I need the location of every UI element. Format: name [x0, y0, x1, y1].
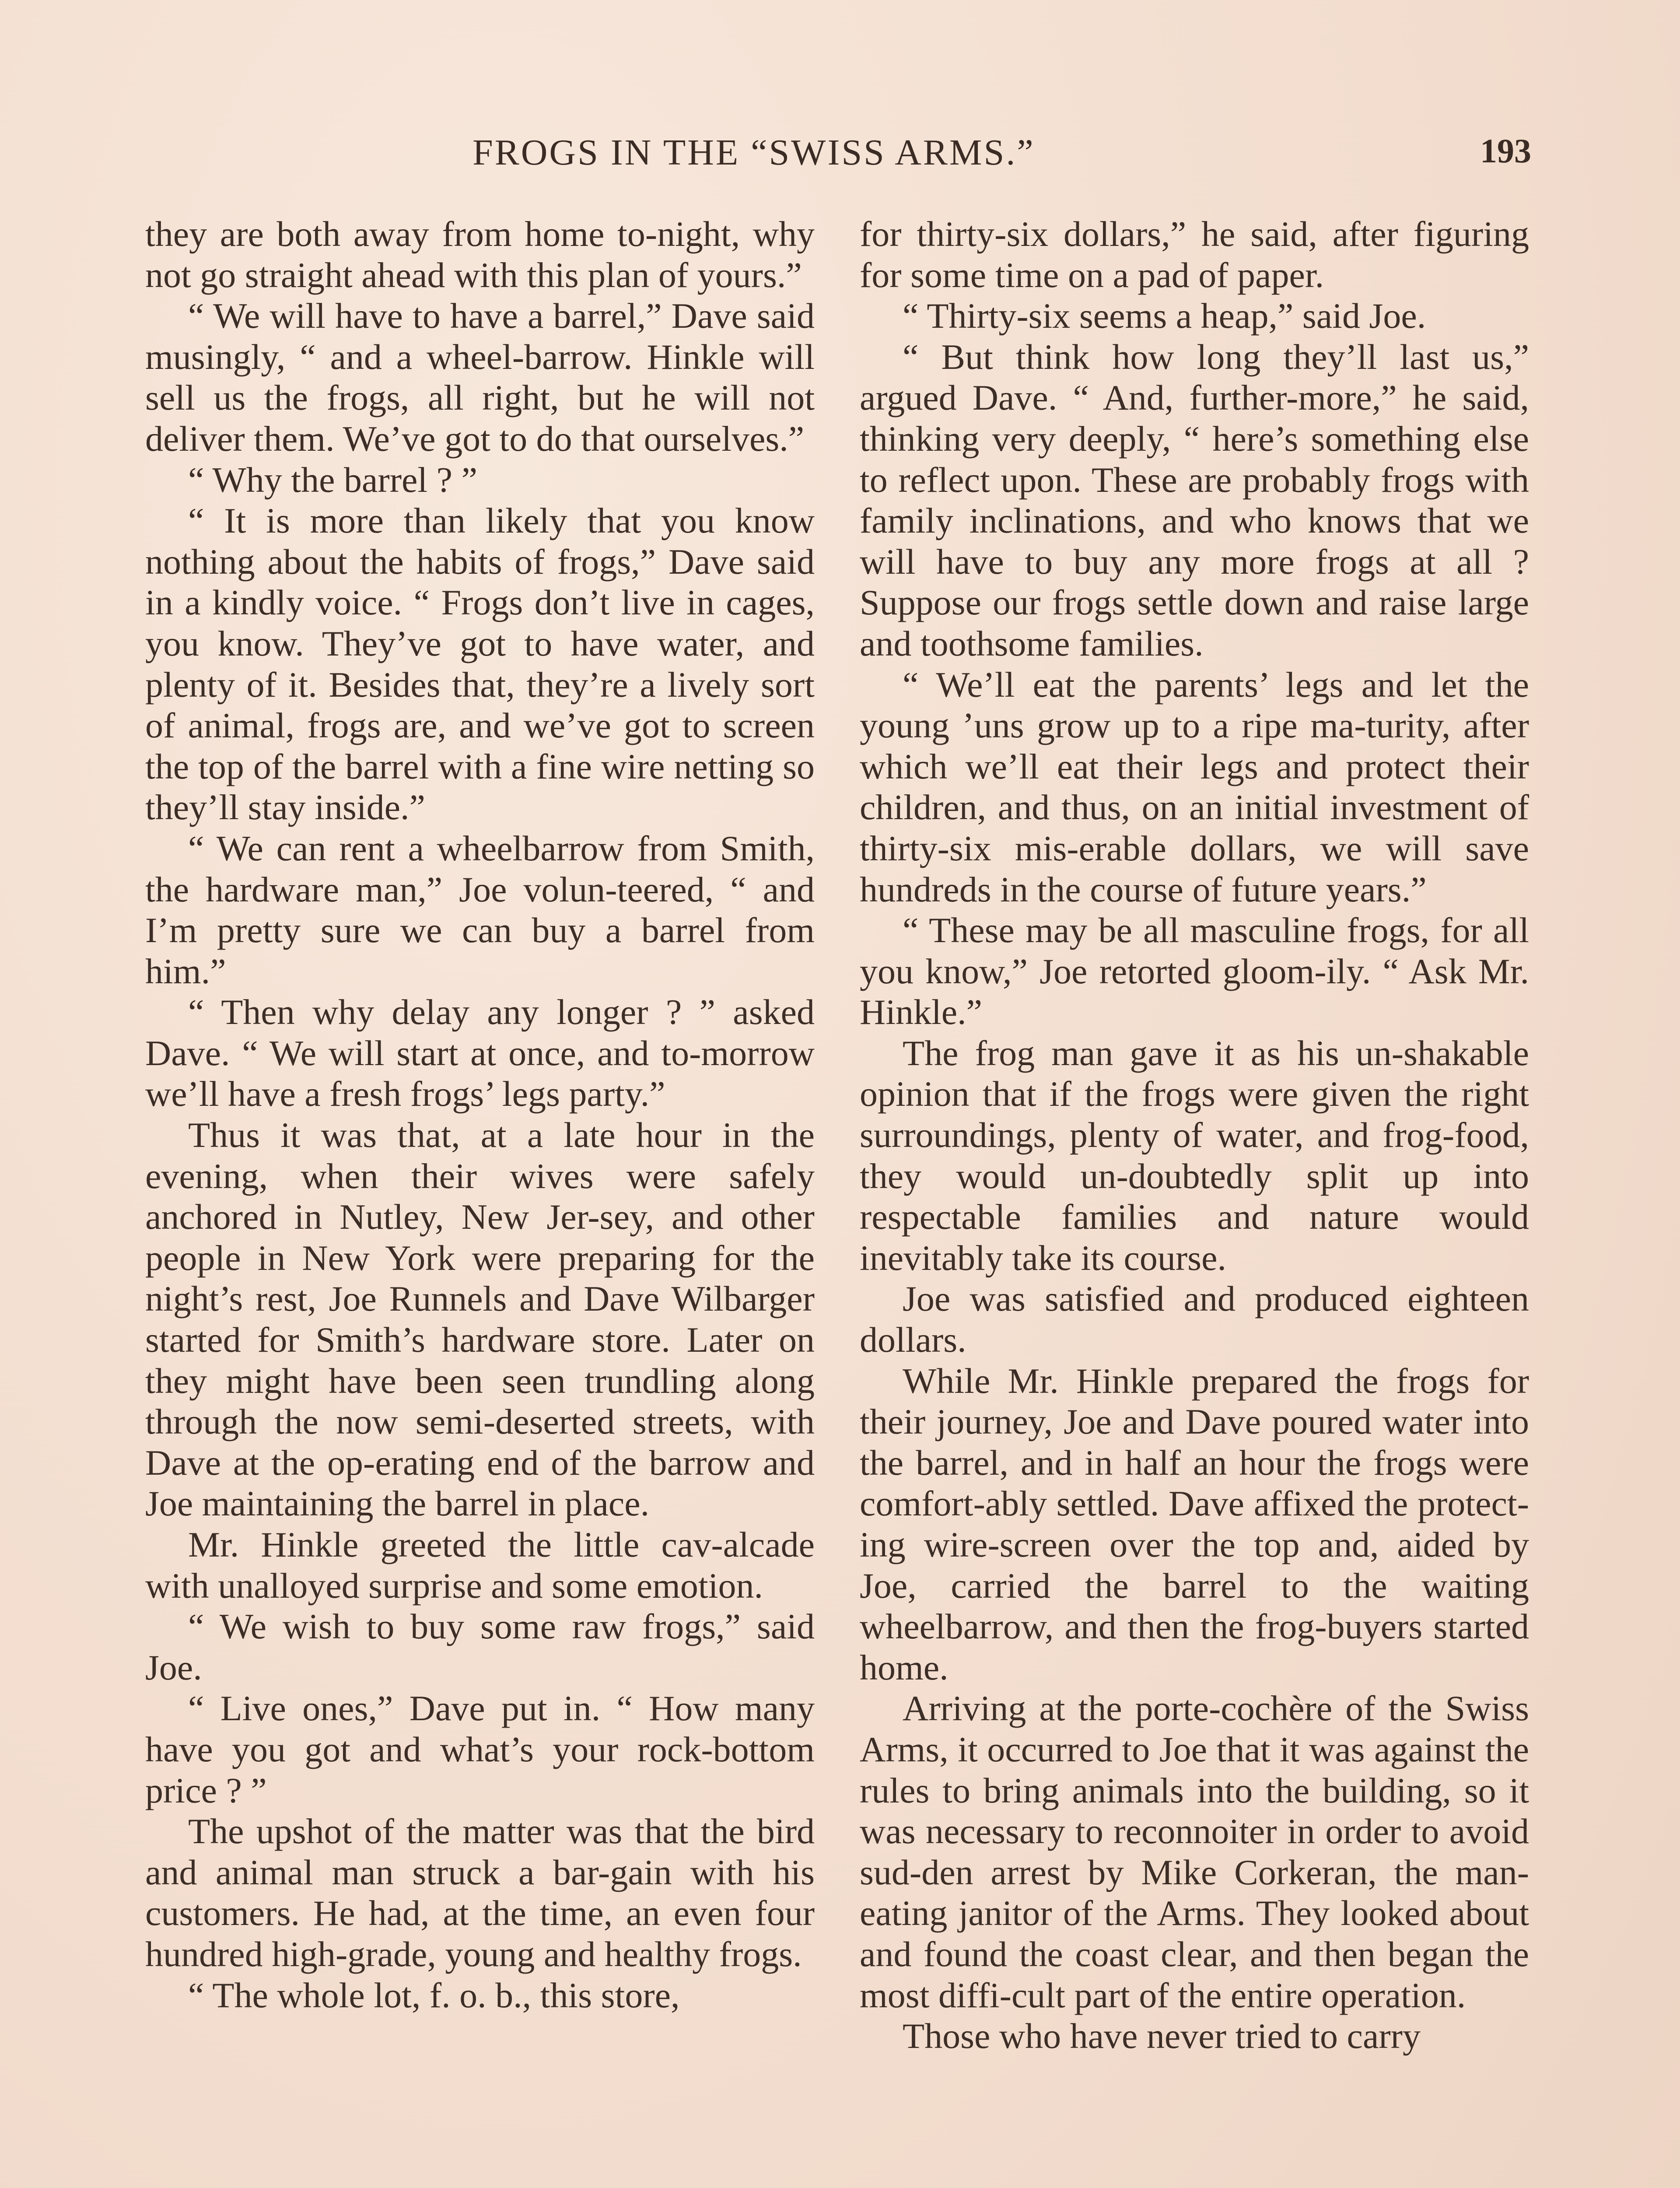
- paragraph: for thirty-six dollars,” he said, after figuring for some time on a pad of paper.: [860, 214, 1529, 295]
- paragraph: “ We can rent a wheelbarrow from Smith, the hardware man,” Joe volun-teered, “ and I’m pretty sure we can buy a barrel from him.”: [145, 828, 815, 991]
- paragraph: “ But think how long they’ll last us,” argued Dave. “ And, further-more,” he said, thinking very deeply, “ here’s something else to reflect upon. These are probably frogs with family inclinations, and who knows that we will have to buy any more frogs at all ? Suppose our frogs settle down and raise large and toothsome families.: [860, 337, 1529, 663]
- paragraph: they are both away from home to-night, why not go straight ahead with this plan of yours.”: [145, 214, 815, 295]
- left-column: [145, 214, 815, 2016]
- running-title: FROGS IN THE “SWISS ARMS.”: [472, 132, 1035, 173]
- page-number: 193: [1480, 132, 1531, 170]
- paragraph: “ The whole lot, f. o. b., this store,: [188, 1975, 680, 2015]
- paragraph: “ We will have to have a barrel,” Dave said musingly, “ and a wheel-barrow. Hinkle will sell us the frogs, all right, but he will not deliver them. We’ve got to do that ourselves.”: [145, 296, 815, 459]
- paragraph: “ We’ll eat the parents’ legs and let the young ’uns grow up to a ripe ma-turity, after which we’ll eat their legs and protect their children, and thus, on an initial investment of thirty-six mis-erable dollars, we will save hundreds in the course of future years.”: [860, 664, 1529, 909]
- page-header: [472, 131, 1531, 179]
- right-column: [860, 214, 1529, 2057]
- paragraph: Thus it was that, at a late hour in the evening, when their wives were safely anchored in Nutley, New Jer-sey, and other people in New York were preparing for the night’s rest, Joe Runnels and Dave Wilbarger started for Smith’s hardware store. Later on they might have been seen trundling along through the now semi-deserted streets, with Dave at the op-erating end of the barrow and Joe maintaining the barrel in place.: [145, 1115, 815, 1524]
- paragraph: “ These may be all masculine frogs, for all you know,” Joe retorted gloom-ily. “ Ask Mr. Hinkle.”: [860, 910, 1529, 1032]
- paragraph: “ Thirty-six seems a heap,” said Joe.: [903, 296, 1426, 336]
- paragraph: “ Why the barrel ? ”: [188, 459, 477, 500]
- paragraph: While Mr. Hinkle prepared the frogs for their journey, Joe and Dave poured water into the barrel, and in half an hour the frogs were comfort-ably settled. Dave affixed the protect-ing wire-screen over the top and, aided by Joe, carried the barrel to the waiting wheelbarrow, and then the frog-buyers started home.: [860, 1360, 1529, 1687]
- paragraph: Arriving at the porte-cochère of the Swiss Arms, it occurred to Joe that it was against the rules to bring animals into the building, so it was necessary to reconnoiter in order to avoid sud-den arrest by Mike Corkeran, the man-eating janitor of the Arms. They looked about and found the coast clear, and then began the most diffi-cult part of the entire operation.: [860, 1688, 1529, 2015]
- paragraph: “ It is more than likely that you know nothing about the habits of frogs,” Dave said in a kindly voice. “ Frogs don’t live in cages, you know. They’ve got to have water, and plenty of it. Besides that, they’re a lively sort of animal, frogs are, and we’ve got to screen the top of the barrel with a fine wire netting so they’ll stay inside.”: [145, 501, 815, 828]
- paragraph: The frog man gave it as his un-shakable opinion that if the frogs were given the right surroundings, plenty of water, and frog-food, they would un-doubtedly split up into respectable families and nature would inevitably take its course.: [860, 1033, 1529, 1278]
- paragraph: Those who have never tried to carry: [903, 2016, 1421, 2056]
- paragraph: Mr. Hinkle greeted the little cav-alcade with unalloyed surprise and some emotion.: [145, 1525, 815, 1606]
- paragraph: “ We wish to buy some raw frogs,” said Joe.: [145, 1606, 815, 1687]
- paragraph: “ Then why delay any longer ? ” asked Dave. “ We will start at once, and to-morrow we’ll have a fresh frogs’ legs party.”: [145, 992, 815, 1114]
- paragraph: Joe was satisfied and produced eighteen dollars.: [860, 1279, 1529, 1360]
- paragraph: “ Live ones,” Dave put in. “ How many have you got and what’s your rock-bottom price ? ”: [145, 1688, 815, 1810]
- paragraph: The upshot of the matter was that the bird and animal man struck a bar-gain with his customers. He had, at the time, an even four hundred high-grade, young and healthy frogs.: [145, 1811, 815, 1974]
